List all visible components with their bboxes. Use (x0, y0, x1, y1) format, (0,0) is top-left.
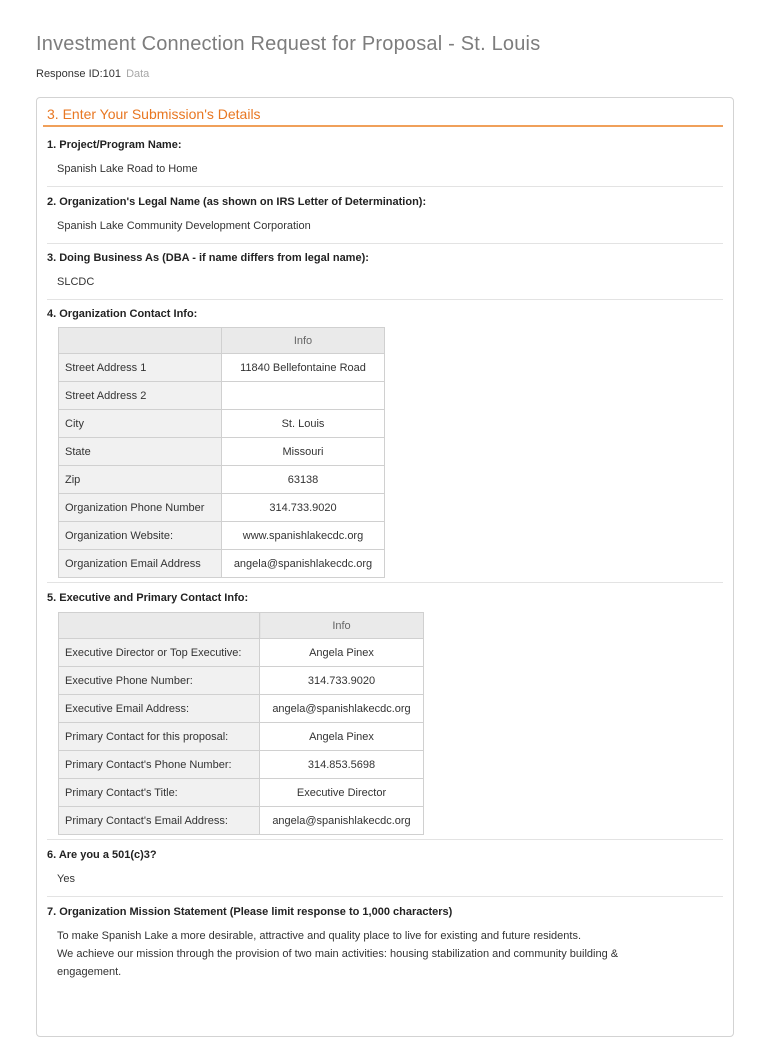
section-title: 3. Enter Your Submission's Details (47, 106, 261, 122)
table-row (59, 695, 424, 723)
question-answer: SLCDC (57, 276, 95, 288)
question-501c3 (47, 848, 723, 888)
row-value: 63138 (222, 466, 385, 494)
table-row (59, 751, 424, 779)
table-row (59, 438, 385, 466)
row-key: Primary Contact for this proposal: (59, 723, 260, 751)
row-value (222, 382, 385, 410)
question-label: 6. Are you a 501(c)3? (47, 849, 157, 861)
table-row (59, 723, 424, 751)
divider (47, 243, 723, 244)
question-dba (47, 251, 723, 291)
question-executive-contact-info (47, 591, 723, 605)
table-row (59, 807, 424, 835)
table-row (59, 466, 385, 494)
response-id-line (36, 68, 149, 80)
table-row (59, 410, 385, 438)
row-key: Zip (59, 466, 222, 494)
table-header-row (59, 328, 385, 354)
row-key: Organization Email Address (59, 550, 222, 578)
table-row (59, 382, 385, 410)
data-link[interactable]: Data (126, 68, 150, 80)
row-value: 314.733.9020 (260, 667, 424, 695)
question-label: 1. Project/Program Name: (47, 139, 182, 151)
table-row (59, 667, 424, 695)
row-key: Street Address 2 (59, 382, 222, 410)
table-row (59, 522, 385, 550)
row-key: Executive Phone Number: (59, 667, 260, 695)
question-label: 2. Organization's Legal Name (as shown on IRS Letter of Determination): (47, 196, 427, 208)
table-row (59, 494, 385, 522)
row-key: Primary Contact's Title: (59, 779, 260, 807)
table-header-blank (59, 328, 222, 354)
question-label: 3. Doing Business As (DBA - if name differs from legal name): (47, 252, 369, 264)
mission-line: We achieve our mission through the provision of two main activities: housing stabilization and community building & (57, 948, 619, 960)
row-key: Executive Director or Top Executive: (59, 639, 260, 667)
row-key: City (59, 410, 222, 438)
table-row (59, 639, 424, 667)
table-row (59, 550, 385, 578)
row-key: Street Address 1 (59, 354, 222, 382)
question-answer: Spanish Lake Road to Home (57, 163, 198, 175)
question-answer: Spanish Lake Community Development Corporation (57, 220, 311, 232)
row-value: St. Louis (222, 410, 385, 438)
row-value: www.spanishlakecdc.org (222, 522, 385, 550)
question-label: 4. Organization Contact Info: (47, 308, 198, 320)
row-value: angela@spanishlakecdc.org (260, 807, 424, 835)
mission-line: engagement. (57, 966, 122, 978)
question-org-contact-info (47, 307, 723, 321)
divider (47, 582, 723, 583)
section-title-rule (43, 125, 723, 127)
row-key: Primary Contact's Email Address: (59, 807, 260, 835)
row-value: Angela Pinex (260, 639, 424, 667)
table-row (59, 354, 385, 382)
question-label: 7. Organization Mission Statement (Please limit response to 1,000 characters) (47, 906, 453, 918)
row-value: Missouri (222, 438, 385, 466)
mission-statement-answer (47, 927, 723, 981)
table-header-row (59, 613, 424, 639)
executive-contact-table (58, 612, 424, 835)
row-key: State (59, 438, 222, 466)
table-row (59, 779, 424, 807)
org-contact-table (58, 327, 385, 578)
row-value: Angela Pinex (260, 723, 424, 751)
row-key: Executive Email Address: (59, 695, 260, 723)
question-legal-name (47, 195, 723, 235)
submission-details-panel (36, 97, 734, 1037)
question-label: 5. Executive and Primary Contact Info: (47, 592, 249, 604)
mission-line: To make Spanish Lake a more desirable, attractive and quality place to live for existing and future residents. (57, 930, 582, 942)
row-key: Organization Website: (59, 522, 222, 550)
response-id: Response ID:101 (36, 68, 121, 80)
question-answer: Yes (57, 873, 75, 885)
row-value: angela@spanishlakecdc.org (260, 695, 424, 723)
table-header-blank (59, 613, 260, 639)
divider (47, 186, 723, 187)
table-header-info: Info (260, 613, 424, 639)
divider (47, 839, 723, 840)
row-key: Organization Phone Number (59, 494, 222, 522)
divider (47, 896, 723, 897)
row-value: 11840 Bellefontaine Road (222, 354, 385, 382)
table-header-info: Info (222, 328, 385, 354)
page-title: Investment Connection Request for Proposal - St. Louis (36, 33, 541, 55)
row-value: Executive Director (260, 779, 424, 807)
row-value: angela@spanishlakecdc.org (222, 550, 385, 578)
row-key: Primary Contact's Phone Number: (59, 751, 260, 779)
divider (47, 299, 723, 300)
question-project-name (47, 138, 723, 178)
row-value: 314.733.9020 (222, 494, 385, 522)
question-mission-statement (47, 905, 723, 981)
row-value: 314.853.5698 (260, 751, 424, 779)
